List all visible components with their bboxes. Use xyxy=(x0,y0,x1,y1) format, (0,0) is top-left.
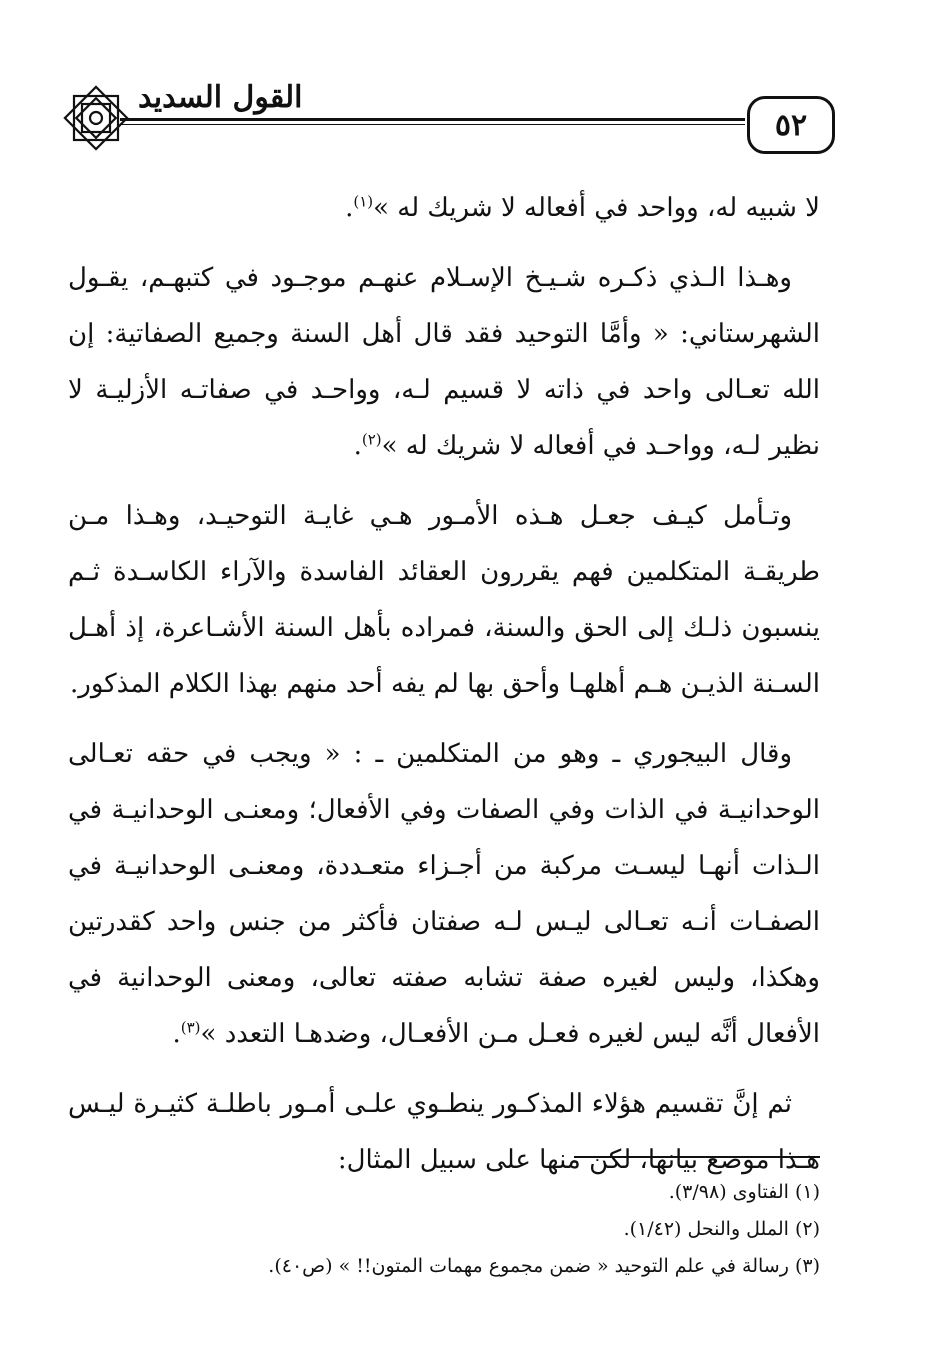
body-text xyxy=(68,180,820,1202)
footnote-reference: (٢) xyxy=(361,430,382,449)
footnote-reference: (١) xyxy=(353,192,374,211)
book-title: القول السديد xyxy=(138,80,303,115)
octagram-ornament-icon xyxy=(60,82,132,154)
paragraph-text: وقال البيجوري ـ وهو من المتكلمين ـ : « ويجب في حقه تعـالى الوحدانيـة في الذات وفي الصفات وفي الأفعال؛ ومعنـى الوحدانيـة في الـذات أنهـا ليسـت مركبة من أجـزاء متعـددة، ومعنـى الوحدانيـة في الصفـات أنـه تعـالى ليـس لـه صفتان فأكثر من جنس واحد كقدرتين وهكذا، وليس لغيره صفة تشابه صفته تعالى، ومعنى الوحدانية في الأفعال أنَّه ليس لغيره فعـل مـن الأفعـال، وضدهـا التعدد » xyxy=(68,739,820,1049)
page-number-badge xyxy=(747,96,835,154)
paragraph-text: وتـأمل كيـف جعـل هـذه الأمـور هـي غايـة التوحيـد، وهـذا مـن طريقـة المتكلمين فهم يقررون العقائد الفاسدة والآراء الكاسـدة ثـم ينسبون ذلـك إلى الحق والسنة، فمراده بأهل السنة الأشـاعرة، إذ أهـل السـنة الذيـن هـم أهلهـا وأحق بها لم يفه أحد منهم بهذا الكلام المذكور. xyxy=(68,501,820,699)
footnote-item: (١) الفتاوى (٣/٩٨). xyxy=(668,1181,820,1203)
paragraph xyxy=(68,180,820,236)
paragraph-tail: . xyxy=(353,431,362,461)
paragraph-text: لا شبيه له، وواحد في أفعاله لا شريك له » xyxy=(373,193,820,223)
footnotes xyxy=(68,1174,820,1285)
page-number: ٥٢ xyxy=(774,107,808,143)
paragraph-tail: . xyxy=(345,193,354,223)
paragraph-tail: . xyxy=(172,1019,181,1049)
footnote-reference: (٣) xyxy=(180,1018,201,1037)
header-rule xyxy=(120,118,745,121)
paragraph xyxy=(68,1076,820,1188)
paragraph xyxy=(68,488,820,712)
paragraph xyxy=(68,250,820,474)
footnote-item: (٢) الملل والنحل (١/٤٢). xyxy=(623,1218,820,1240)
paragraph xyxy=(68,726,820,1062)
paragraph-text: وهـذا الـذي ذكـره شـيـخ الإسـلام عنهـم موجـود في كتبهـم، يقـول الشهرستاني: « وأمَّا التوحيد فقد قال أهل السنة وجميع الصفاتية: إن الله تعـالى واحد في ذاته لا قسيم لـه، وواحـد في صفاتـه الأزليـة لا نظير لـه، وواحـد في أفعاله لا شريك له » xyxy=(68,263,820,461)
header-rule-thin xyxy=(120,124,745,125)
paragraph-text: ثم إنَّ تقسيم هؤلاء المذكـور ينطـوي علـى أمـور باطلـة كثيـرة ليـس هـذا موضع بيانها، لكن منها على سبيل المثال: xyxy=(68,1089,820,1175)
footnote-item: (٣) رسالة في علم التوحيد « ضمن مجموع مهمات المتون!! » (ص٤٠). xyxy=(268,1255,820,1277)
footnote-separator xyxy=(574,1156,820,1158)
page-header xyxy=(60,72,835,152)
